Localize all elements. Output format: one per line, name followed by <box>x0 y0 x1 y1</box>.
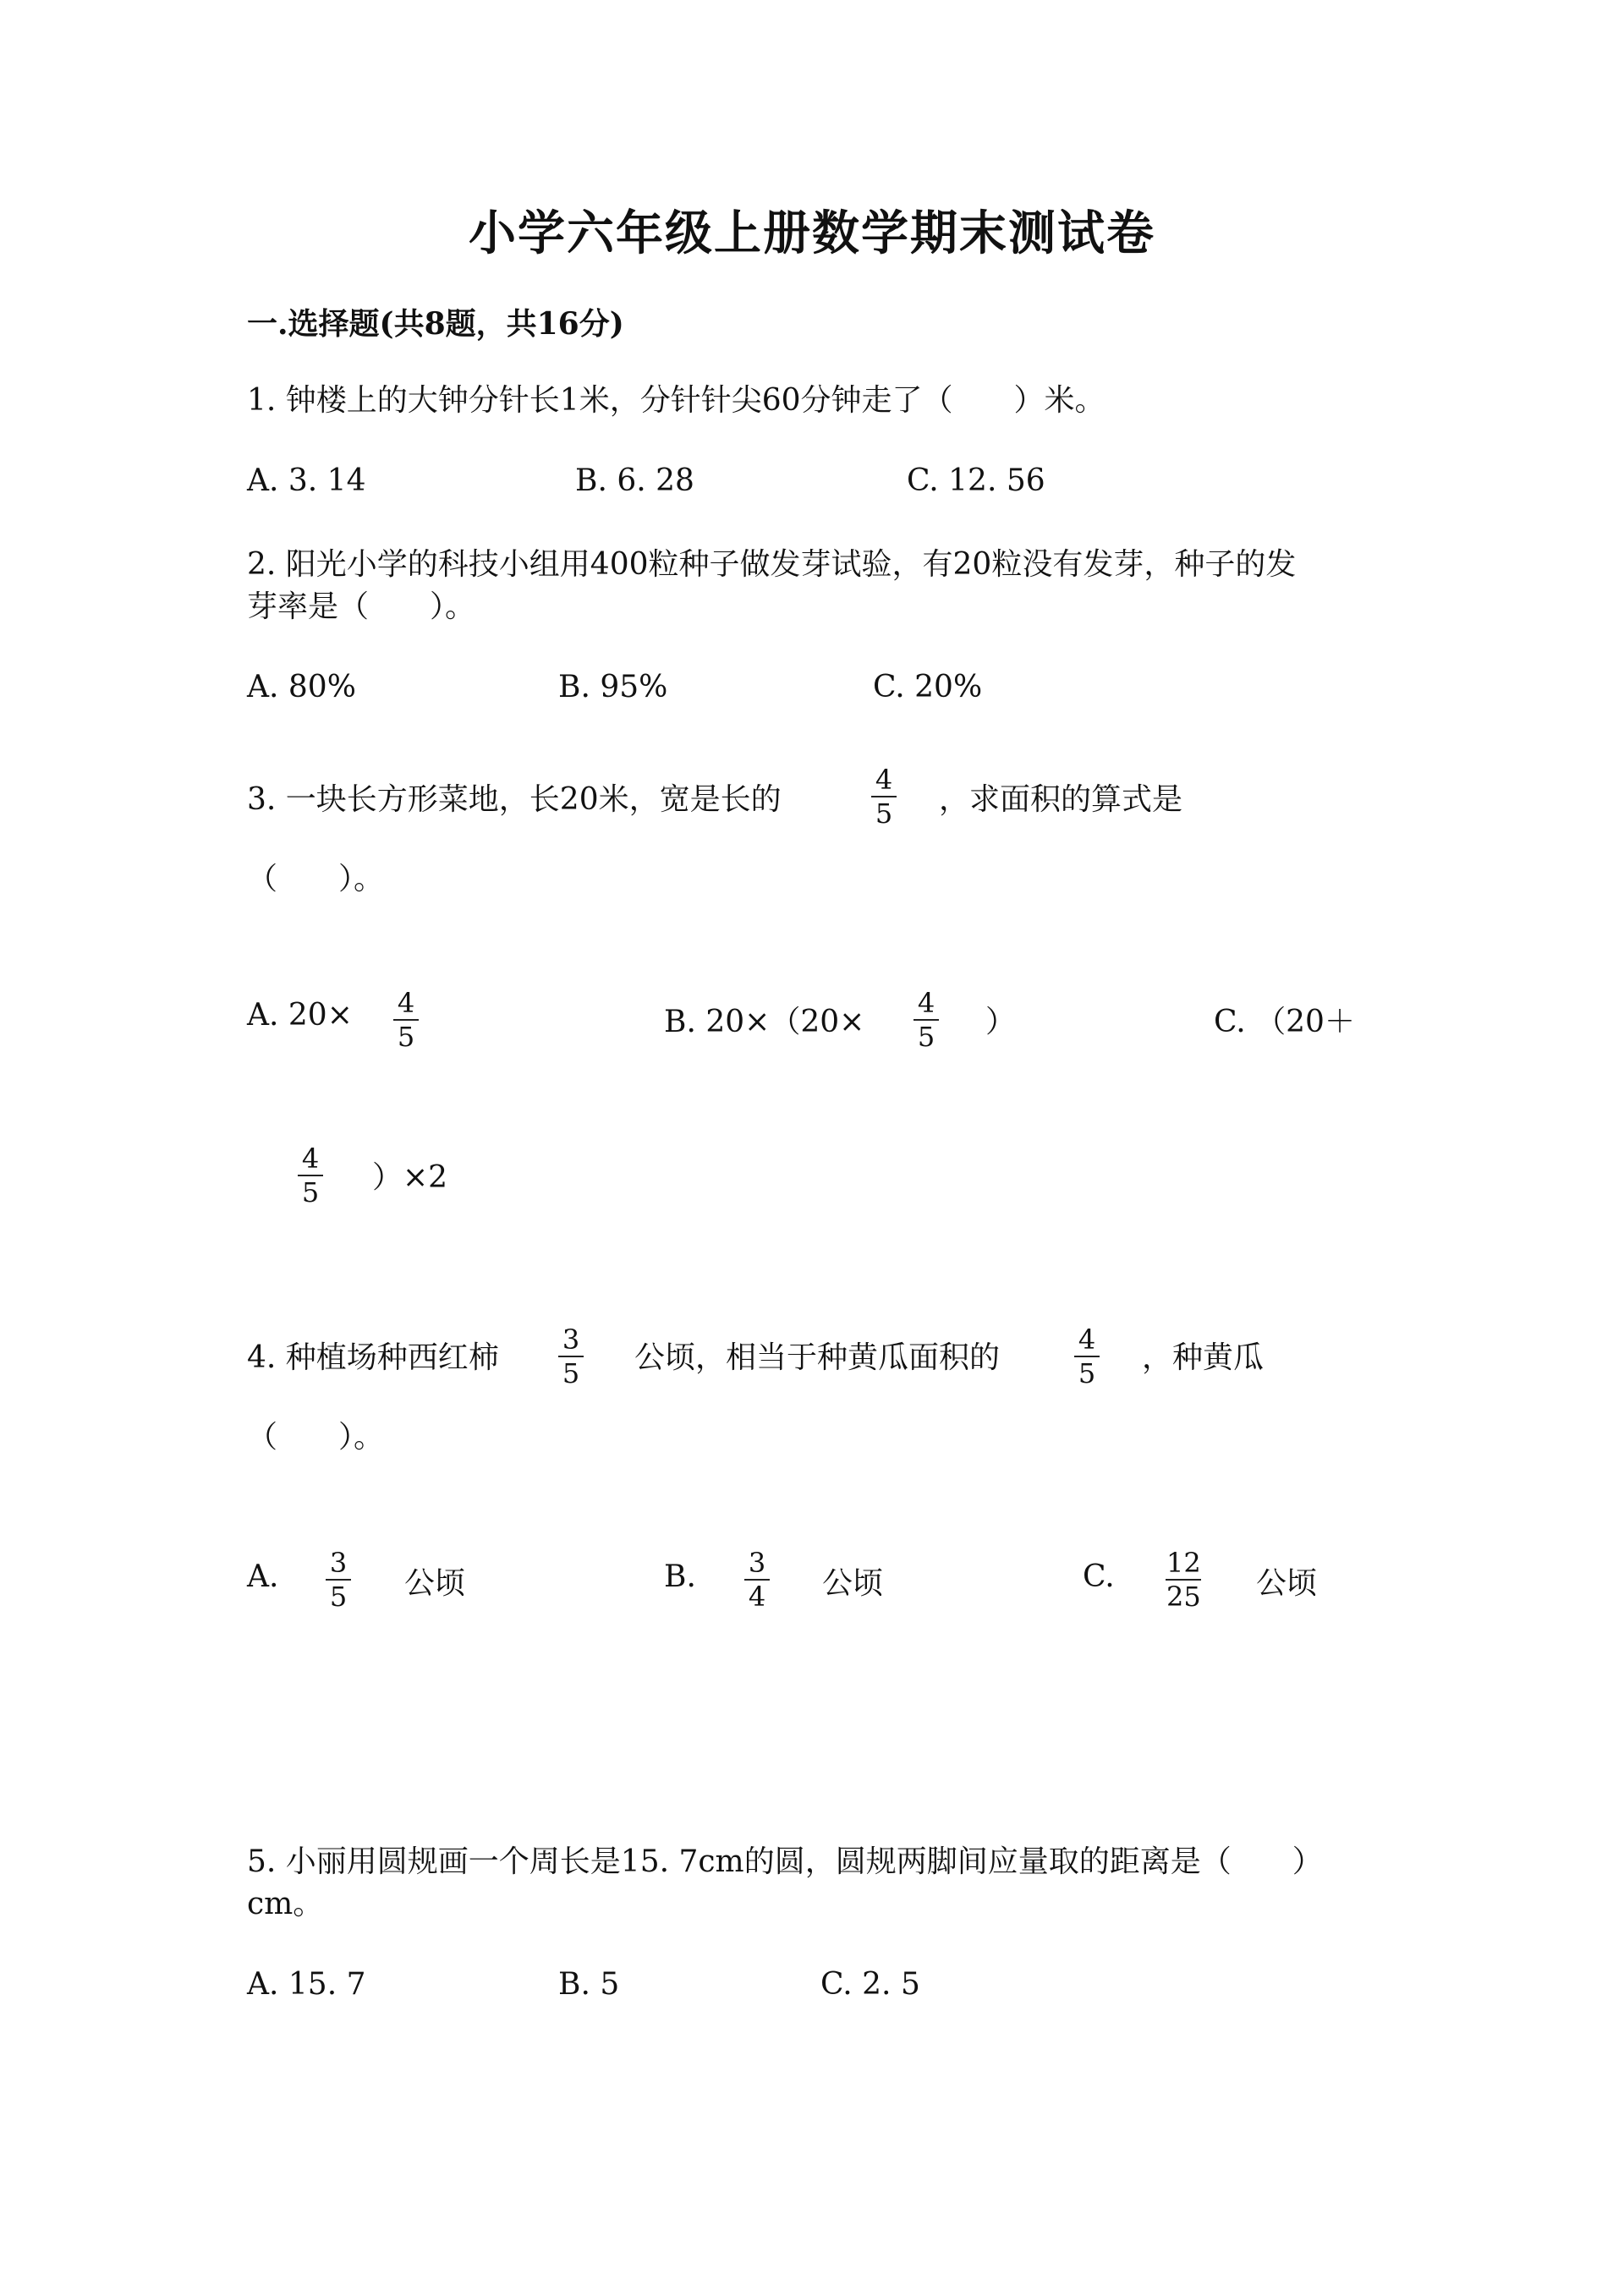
fraction-numerator: 3 <box>562 1323 580 1356</box>
q1-option-c: C. 12. 56 <box>907 463 1045 498</box>
fraction-denominator: 5 <box>1078 1357 1096 1389</box>
question-2-line-2: 芽率是（ ）。 <box>247 589 476 624</box>
q4-option-c-label: C. <box>1083 1559 1115 1594</box>
fraction-numerator: 4 <box>875 764 893 796</box>
q4-fraction-1 <box>558 1324 584 1389</box>
q4-option-a-fraction <box>326 1548 351 1612</box>
question-5-line-1: 5. 小丽用圆规画一个周长是15. 7cm的圆，圆规两脚间应量取的距离是（ ） <box>247 1844 1323 1879</box>
question-1-text: 1. 钟楼上的大钟分针长1米，分针针尖60分钟走了（ ）米。 <box>247 383 1106 418</box>
question-4-text-b: 公顷，相当于种黄瓜面积的 <box>634 1340 1001 1375</box>
question-3-line-2: （ ）。 <box>247 862 385 896</box>
q4-option-a-label: A. <box>247 1559 279 1594</box>
q4-option-c-unit: 公顷 <box>1256 1566 1318 1601</box>
fraction-denominator: 25 <box>1166 1581 1201 1613</box>
question-2-line-1: 2. 阳光小学的科技小组用400粒种子做发芽试验，有20粒没有发芽，种子的发 <box>247 547 1297 582</box>
question-4-text-a: 4. 种植场种西红柿 <box>247 1340 499 1375</box>
q4-option-b-label: B. <box>664 1559 696 1594</box>
q3-option-c-fraction <box>298 1143 323 1208</box>
section-heading: 一.选择题(共8题，共16分) <box>247 306 624 342</box>
q5-option-a: A. 15. 7 <box>247 1967 366 2002</box>
q3-option-c: C. （20＋ <box>1214 1005 1355 1039</box>
q3-option-a: A. 20× <box>247 998 353 1033</box>
q1-option-b: B. 6. 28 <box>575 463 694 498</box>
q5-option-b: B. 5 <box>558 1967 620 2002</box>
q3-option-b: B. 20×（20× <box>664 1005 865 1039</box>
q4-fraction-2 <box>1074 1324 1100 1389</box>
q3-fraction <box>871 764 897 829</box>
q2-option-a: A. 80% <box>247 670 356 704</box>
q2-option-b: B. 95% <box>558 670 668 704</box>
fraction-denominator: 4 <box>748 1581 766 1613</box>
fraction-numerator: 4 <box>301 1143 320 1175</box>
fraction-denominator: 5 <box>875 797 893 830</box>
fraction-numerator: 3 <box>748 1547 766 1579</box>
q3-option-c-tail: ）×2 <box>372 1160 448 1195</box>
q4-option-b-unit: 公顷 <box>822 1566 884 1601</box>
q4-option-c-fraction <box>1163 1548 1204 1612</box>
question-5-line-2: cm。 <box>247 1887 324 1921</box>
fraction-denominator: 5 <box>301 1176 320 1208</box>
q3-option-b-fraction <box>914 988 939 1052</box>
fraction-denominator: 5 <box>397 1021 415 1053</box>
q4-option-b-fraction <box>744 1548 770 1612</box>
fraction-numerator: 4 <box>397 987 415 1019</box>
q3-option-a-fraction <box>393 988 419 1052</box>
question-3-text-b: ，求面积的算式是 <box>939 782 1183 817</box>
fraction-denominator: 5 <box>562 1357 580 1389</box>
q1-option-a: A. 3. 14 <box>247 463 366 498</box>
question-4-line-2: （ ）。 <box>247 1420 385 1455</box>
fraction-numerator: 4 <box>1078 1323 1096 1356</box>
question-3-text-a: 3. 一块长方形菜地，长20米，宽是长的 <box>247 782 782 817</box>
fraction-denominator: 5 <box>917 1021 935 1053</box>
fraction-numerator: 4 <box>917 987 935 1019</box>
question-4-text-c: ，种黄瓜 <box>1142 1340 1265 1375</box>
fraction-denominator: 5 <box>329 1581 348 1613</box>
fraction-numerator: 3 <box>329 1547 348 1579</box>
fraction-numerator: 12 <box>1166 1547 1201 1579</box>
q3-option-b-close: ） <box>985 1005 1017 1039</box>
q4-option-a-unit: 公顷 <box>404 1566 466 1601</box>
q5-option-c: C. 2. 5 <box>820 1967 920 2002</box>
q2-option-c: C. 20% <box>873 670 983 704</box>
page-title: 小学六年级上册数学期末测试卷 <box>469 205 1155 261</box>
